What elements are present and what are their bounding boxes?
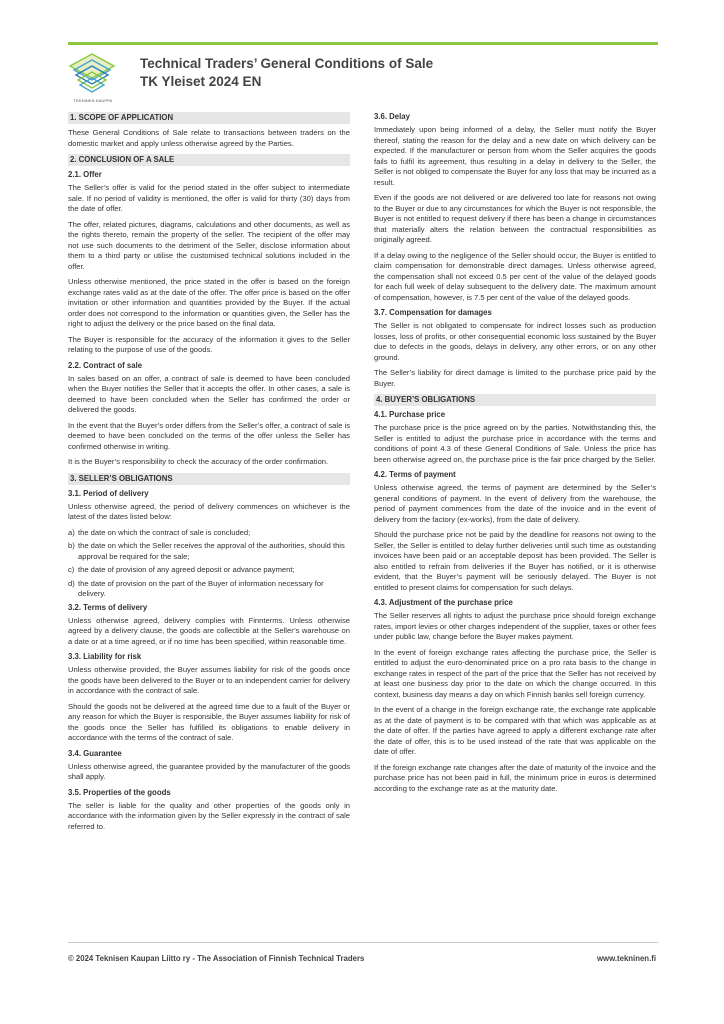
right-column [374, 112, 656, 799]
list-item [68, 579, 350, 600]
paragraph: In sales based on an offer, a contract of sale is deemed to have been concluded when the Buyer notifies the Seller that it accepts the offer. In other cases, a sale is deemed to have been concluded when the Seller has confirmed the order or delivered the goods. [68, 373, 350, 414]
paragraph: Should the purchase price not be paid by the deadline for reasons not owing to the Seller, the Seller is entitled to delay further deliveries until such time as outstanding invoices have been paid or an acceptable deposit has been provided. The Seller is also entitled to refrain from deliveries if the Buyer has notified, or it is otherwise evident, that the Buyer’s payment will be seriously delayed. The Buyer is not entitled to present claims for compensation for such delays. [374, 530, 656, 592]
paragraph: Unless otherwise agreed, the period of delivery commences on whichever is the latest of the dates listed below: [68, 501, 350, 521]
footer-copyright: © 2024 Teknisen Kaupan Liitto ry - The Association of Finnish Technical Traders [68, 954, 365, 963]
header-accent-bar [68, 42, 658, 45]
list-item-label: a) [68, 527, 75, 537]
paragraph: The Seller’s offer is valid for the period stated in the offer subject to intermediate sale. If no period of validity is mentioned, the offer is valid for thirty (30) days from the date of offer. [68, 183, 350, 213]
paragraph: Unless otherwise mentioned, the price stated in the offer is based on the foreign exchange rates valid as at the date of the offer. The offer price is based on the offer invitation or other information and quantities provided by the Buyer. If the actual order does not correspond to the information or quantities given, the Seller has the right to adjust the delivery or the price based on the final data. [68, 277, 350, 328]
paragraph: Unless otherwise agreed, the guarantee provided by the manufacturer of the goods shall apply. [68, 761, 350, 781]
section-heading: 2. CONCLUSION OF A SALE [68, 154, 350, 166]
paragraph: Should the goods not be delivered at the agreed time due to a fault of the Buyer or any reason for which the Buyer is responsible, the Buyer assumes liability for risk of the goods once the Seller has fulfilled its obligations to enable delivery in accordance with the terms of the contract of sale. [68, 701, 350, 742]
left-column [68, 112, 350, 837]
paragraph: It is the Buyer’s responsibility to check the accuracy of the order confirmation. [68, 457, 329, 466]
list-item-text: the date of provision on the part of the Buyer of information necessary for delivery. [78, 578, 324, 598]
paragraph: Immediately upon being informed of a delay, the Seller must notify the Buyer thereof, stating the reason for the delay and a new date on which delivery can be expected. If the manufacturer or person from whom the Seller acquires the goods fails to fulfil its agreement, thus resulting in a delay in delivery to the Seller, the Seller is not obliged to compensate the Buyer for any loss that may be incurred as a result. [374, 125, 656, 187]
document-subtitle: TK Yleiset 2024 EN [140, 74, 262, 89]
paragraph: The Buyer is responsible for the accuracy of the information it gives to the Seller relating to the purpose of use of the goods. [68, 334, 350, 354]
section-heading: 3. SELLER’S OBLIGATIONS [68, 473, 350, 485]
paragraph: The purchase price is the price agreed on by the parties. Notwithstanding this, the Seller is entitled to adjust the purchase price in accordance with the terms and conditions of point 4.3 of these General Conditions of Sale. Unless the price has been otherwise agreed on, the purchase price is the fair price charged by the Seller. [374, 423, 656, 464]
paragraph: In the event of a change in the foreign exchange rate, the exchange rate applicable as at the date of payment is to be compared with that which was applicable as at the date of offer. If the parties have agreed to apply a different exchange rate after the date of offer, this is to be used instead of the rate that was applicable on the date of offer. [374, 705, 656, 756]
list-item-label: d) [68, 578, 75, 588]
subsection-heading: 2.1. Offer [68, 170, 102, 179]
paragraph: The Seller’s liability for direct damage is limited to the purchase price paid by the Buyer. [374, 368, 656, 388]
paragraph: The Seller is not obligated to compensate for indirect losses such as production losses, loss of profits, or other consequential economic loss sustained by the Buyer due to defects in the goods, delays in delivery, any other errors, or on any other ground. [374, 321, 656, 362]
subsection-heading: 3.2. Terms of delivery [68, 602, 148, 612]
paragraph: The offer, related pictures, diagrams, calculations and other documents, as well as the rights thereto, remain the property of the seller. The recipient of the offer may not use such documents to the detriment of the Seller, disclose information about them to a third party or utilise the customised technical solutions included in the offer. [68, 219, 350, 271]
subsection-heading: 4.2. Terms of payment [374, 470, 456, 479]
paragraph: These General Conditions of Sale relate to transactions between traders on the domestic market and apply unless otherwise agreed by the Parties. [68, 128, 350, 148]
subsection-heading: 3.3. Liability for risk [68, 652, 142, 661]
footer-website-link[interactable]: www.tekninen.fi [596, 954, 656, 963]
subsection-heading: 3.1. Period of delivery [68, 488, 149, 498]
paragraph: The seller is liable for the quality and other properties of the goods only in accordance with the information given by the Seller expressly in the contract of sale referred to. [68, 800, 350, 831]
paragraph: In the event that the Buyer’s order differs from the Seller’s offer, a contract of sale is deemed to have been concluded on the terms of the offer unless the Seller has confirmed otherwise in writing. [68, 420, 350, 451]
subsection-heading: 4.1. Purchase price [374, 410, 446, 419]
list-item-label: c) [68, 565, 75, 574]
paragraph: Unless otherwise provided, the Buyer assumes liability for risk of the goods once the goods have been delivered to the Buyer or to an independent carrier for delivery in accordance with the contract of sale. [68, 665, 350, 695]
subsection-heading: 3.7. Compensation for damages [374, 308, 492, 317]
list-item-label: b) [68, 541, 75, 550]
subsection-heading: 3.4. Guarantee [68, 748, 122, 758]
list-item [68, 565, 350, 576]
list-item-text: the date on which the contract of sale is concluded; [78, 527, 251, 537]
paragraph: Unless otherwise agreed, the terms of payment are determined by the Seller’s general conditions of payment. In the event of delivery from the warehouse, the period of payment commences from the date of the invoice and in the event of delivery from the factory (ex-works), from the date of delivery. [374, 483, 656, 524]
subsection-heading: 4.3. Adjustment of the purchase price [374, 598, 513, 607]
paragraph: In the event of foreign exchange rates affecting the purchase price, the Seller is entitled to adjust the euro-denominated price on a pro rata basis to the change in exchange rates in respect of the part of the price that the Seller has not received by at least one business day prior to the date on which the change occurred. In this context, business day means a day on which Finnish banks sell foreign currency. [374, 647, 656, 699]
list-item-text: the date on which the Seller receives the approval of the authorities, should this approval be required for the sale; [78, 541, 345, 561]
logo-text: TEKNINEN KAUPPA [73, 98, 113, 103]
paragraph: If the foreign exchange rate changes after the date of maturity of the invoice and the purchase price has not been paid in full, the minimum price in euros is determined according to the exchange rate as at the maturity date. [374, 762, 656, 793]
section-heading: 4. BUYER’S OBLIGATIONS [374, 394, 656, 406]
subsection-heading: 3.6. Delay [374, 112, 410, 121]
footer-divider [68, 942, 658, 943]
section-heading: 1. SCOPE OF APPLICATION [68, 112, 350, 124]
list-item-text: the date of provision of any agreed deposit or advance payment; [78, 565, 295, 574]
list-item [68, 528, 350, 539]
paragraph: The Seller reserves all rights to adjust the purchase price should foreign exchange rates, import levies or other charges independent of the supplier, taxes or other fees under public law, change before the Buyer makes payment. [374, 611, 656, 641]
subsection-heading: 2.2. Contract of sale [68, 360, 143, 370]
list-item [68, 541, 350, 562]
paragraph: If a delay owing to the negligence of the Seller should occur, the Buyer is entitled to claim compensation for demonstrable direct damages. Unless otherwise agreed, the compensation shall not exceed 0.5 per cent of the value of the delayed goods for each full week of delay subsequent to the delivery date. The maximum amount of compensation, however, is 7.5 per cent of the value of the delayed goods. [374, 250, 656, 302]
layered-diamond-logo-icon [66, 50, 118, 100]
paragraph: Unless otherwise agreed, delivery complies with Finnterms. Unless otherwise agreed by a delivery clause, the goods are collectible at the Seller’s warehouse on a date or at a time agreed, or if no time has been specified, within reasonable time. [68, 615, 350, 646]
subsection-heading: 3.5. Properties of the goods [68, 787, 171, 797]
paragraph: Even if the goods are not delivered or are delivered too late for reasons not owing to the Buyer or due to any circumstances for which the Buyer is not responsible, the Buyer is not entitled to request delivery if there has been a change in circumstances that materially alters the relation between the contractual responsibilities as originally agreed. [374, 193, 656, 244]
document-title: Technical Traders’ General Conditions of Sale [140, 56, 434, 71]
